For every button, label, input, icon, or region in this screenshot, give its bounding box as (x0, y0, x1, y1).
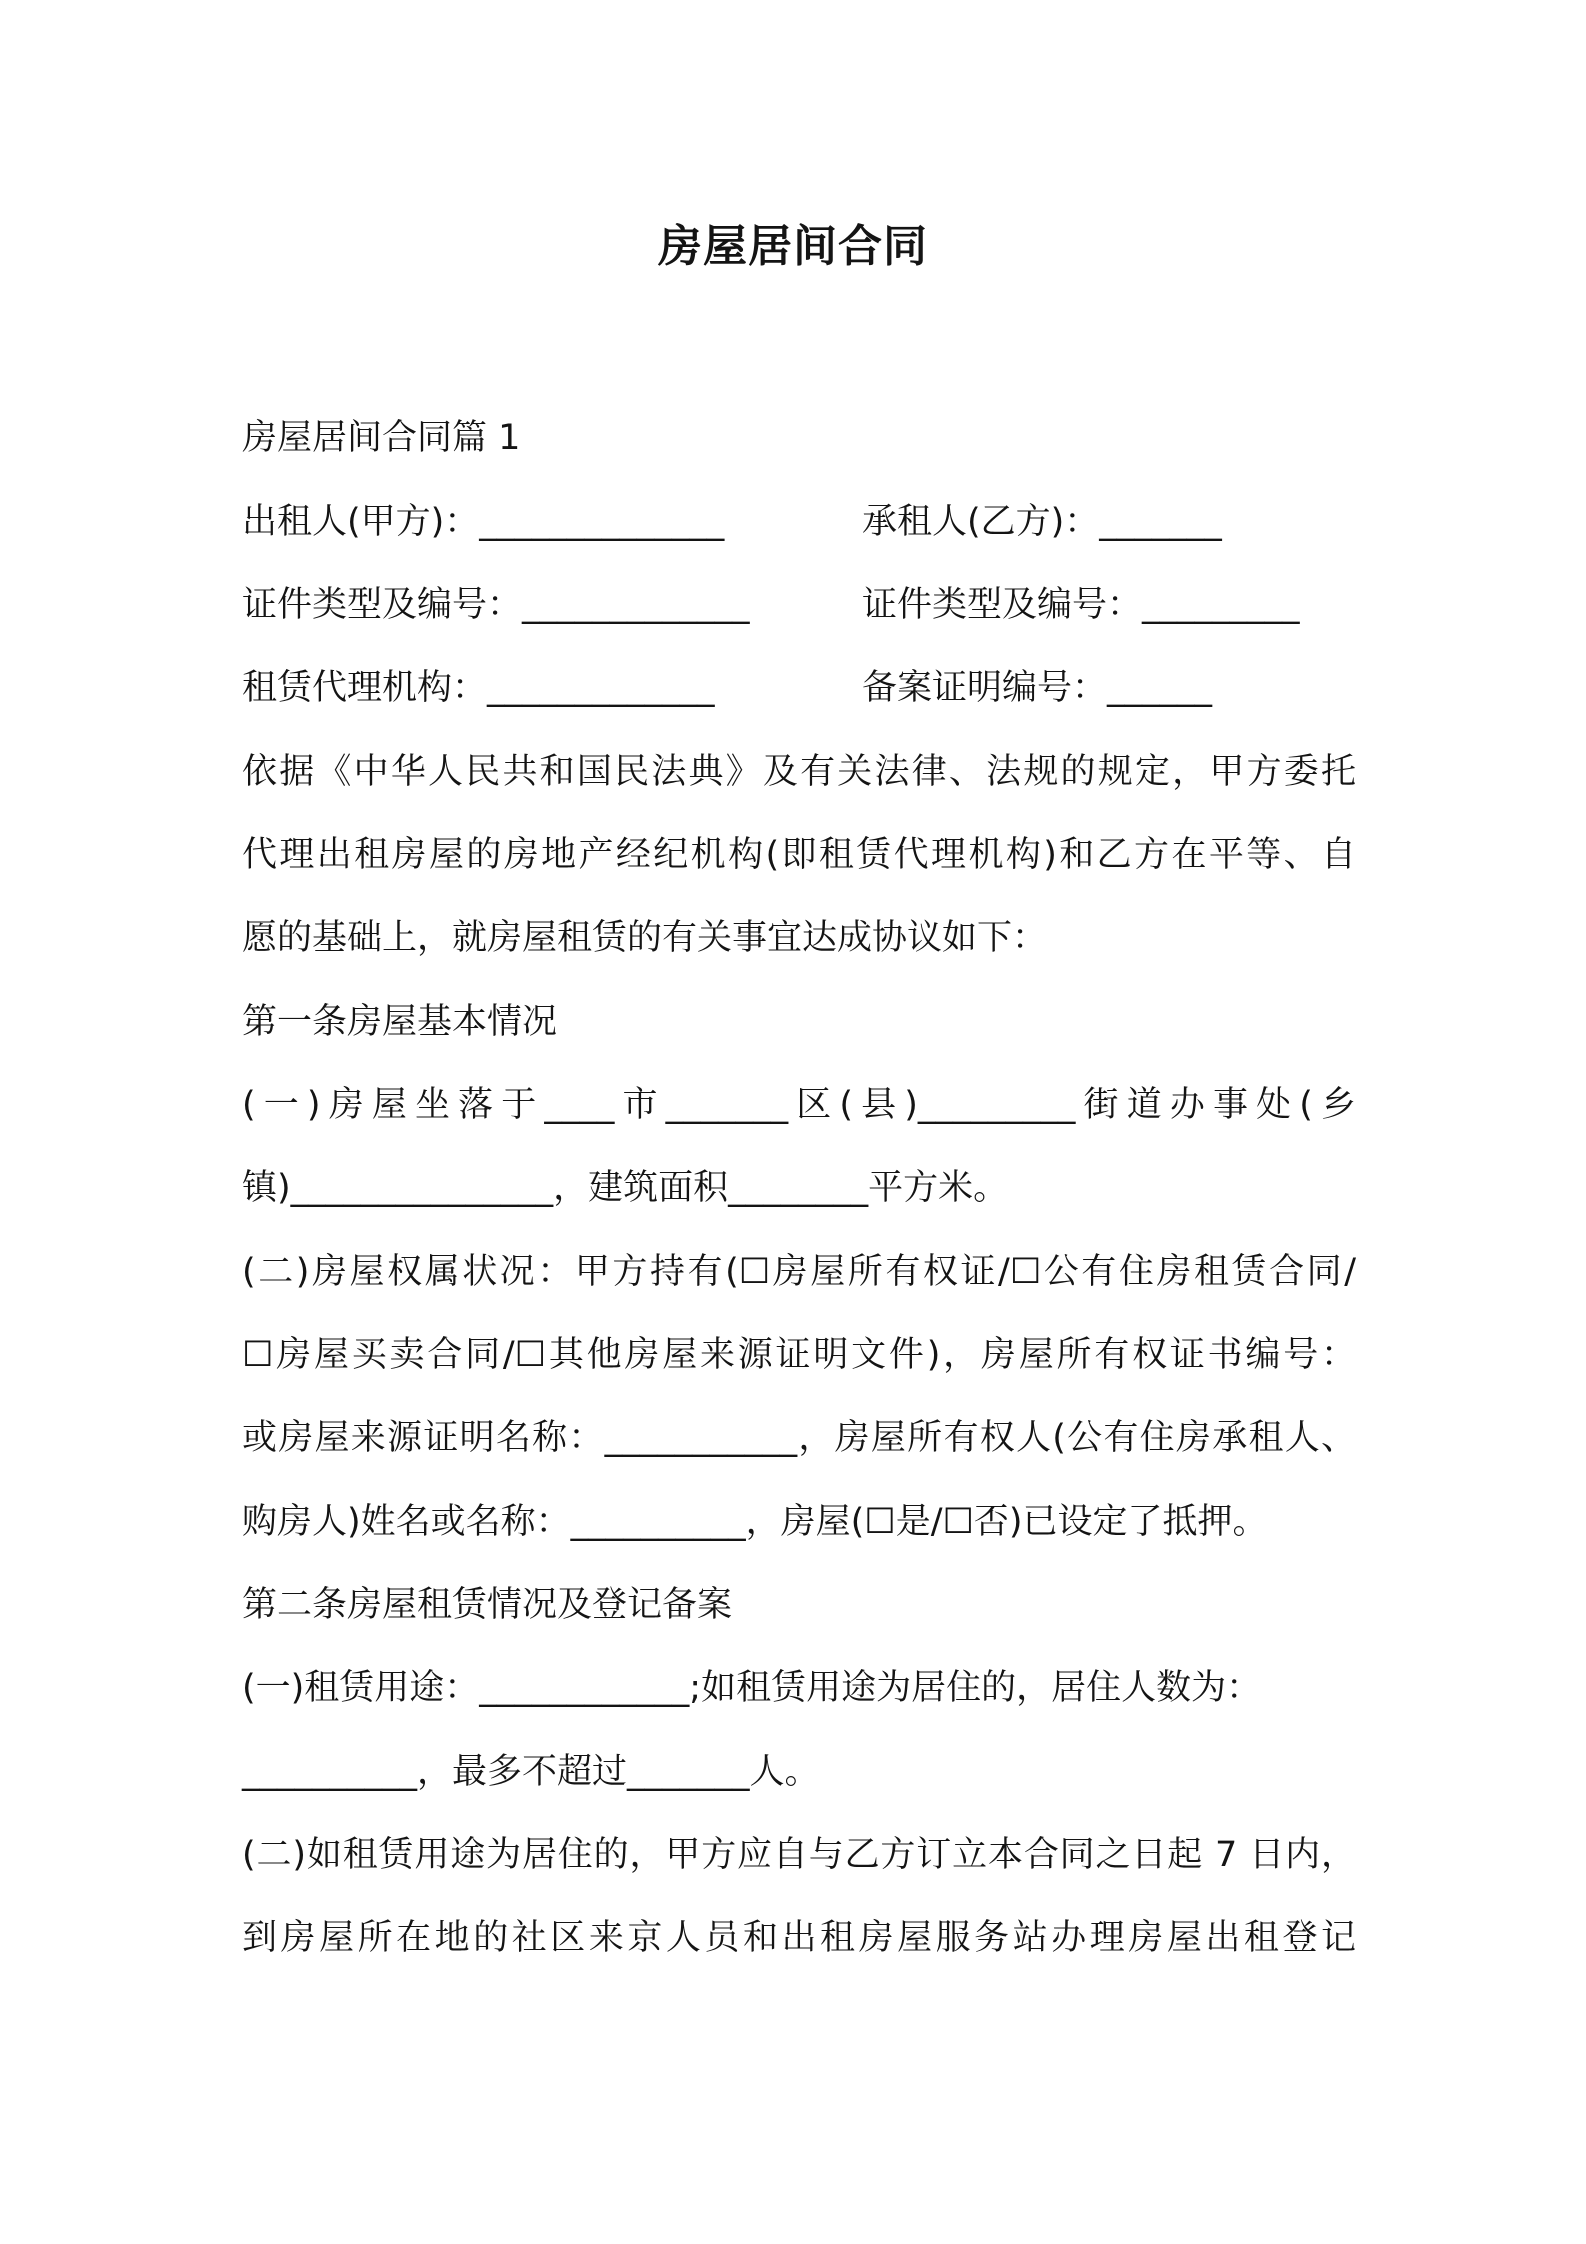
clause-line: (一)租赁用途：____________;如租赁用途为居住的，居住人数为： (242, 1668, 1262, 1708)
clause-line: (二)如租赁用途为居住的，甲方应自与乙方订立本合同之日起 7 日内， (242, 1835, 1356, 1875)
clause-line: __________，最多不超过_______人。 (242, 1752, 820, 1792)
lessee-field: 承租人(乙方)：_______ (862, 502, 1222, 542)
clause-line: 购房人)姓名或名称：__________，房屋(☐是/☐否)已设定了抵押。 (242, 1502, 1268, 1542)
preamble-line: 愿的基础上，就房屋租赁的有关事宜达成协议如下： (242, 918, 1048, 958)
section-heading-part1: 房屋居间合同篇 1 (242, 418, 521, 458)
agency-field: 租赁代理机构：_____________ (242, 668, 715, 708)
lessor-field: 出租人(甲方)：______________ (242, 502, 725, 542)
document-title: 房屋居间合同 (658, 221, 928, 272)
clause-line: (一)房屋坐落于____市_______区(县)_________街道办事处(乡 (242, 1085, 1356, 1125)
clause-line: 或房屋来源证明名称：___________，房屋所有权人(公有住房承租人、 (242, 1418, 1356, 1458)
clause-line: ☐房屋买卖合同/☐其他房屋来源证明文件)，房屋所有权证书编号： (242, 1335, 1356, 1375)
article-heading: 第一条房屋基本情况 (242, 1002, 558, 1042)
preamble-line: 代理出租房屋的房地产经纪机构(即租赁代理机构)和乙方在平等、自 (242, 835, 1356, 875)
clause-line: (二)房屋权属状况：甲方持有(☐房屋所有权证/☐公有住房租赁合同/ (242, 1252, 1356, 1292)
lessee-id-field: 证件类型及编号：_________ (862, 585, 1300, 625)
filing-number-field: 备案证明编号：______ (862, 668, 1213, 708)
clause-line: 镇)_______________，建筑面积________平方米。 (242, 1168, 1009, 1208)
article-heading: 第二条房屋租赁情况及登记备案 (242, 1585, 733, 1625)
lessor-id-field: 证件类型及编号：_____________ (242, 585, 750, 625)
preamble-line: 依据《中华人民共和国民法典》及有关法律、法规的规定，甲方委托 (242, 752, 1356, 792)
clause-line: 到房屋所在地的社区来京人员和出租房屋服务站办理房屋出租登记 (242, 1918, 1356, 1958)
